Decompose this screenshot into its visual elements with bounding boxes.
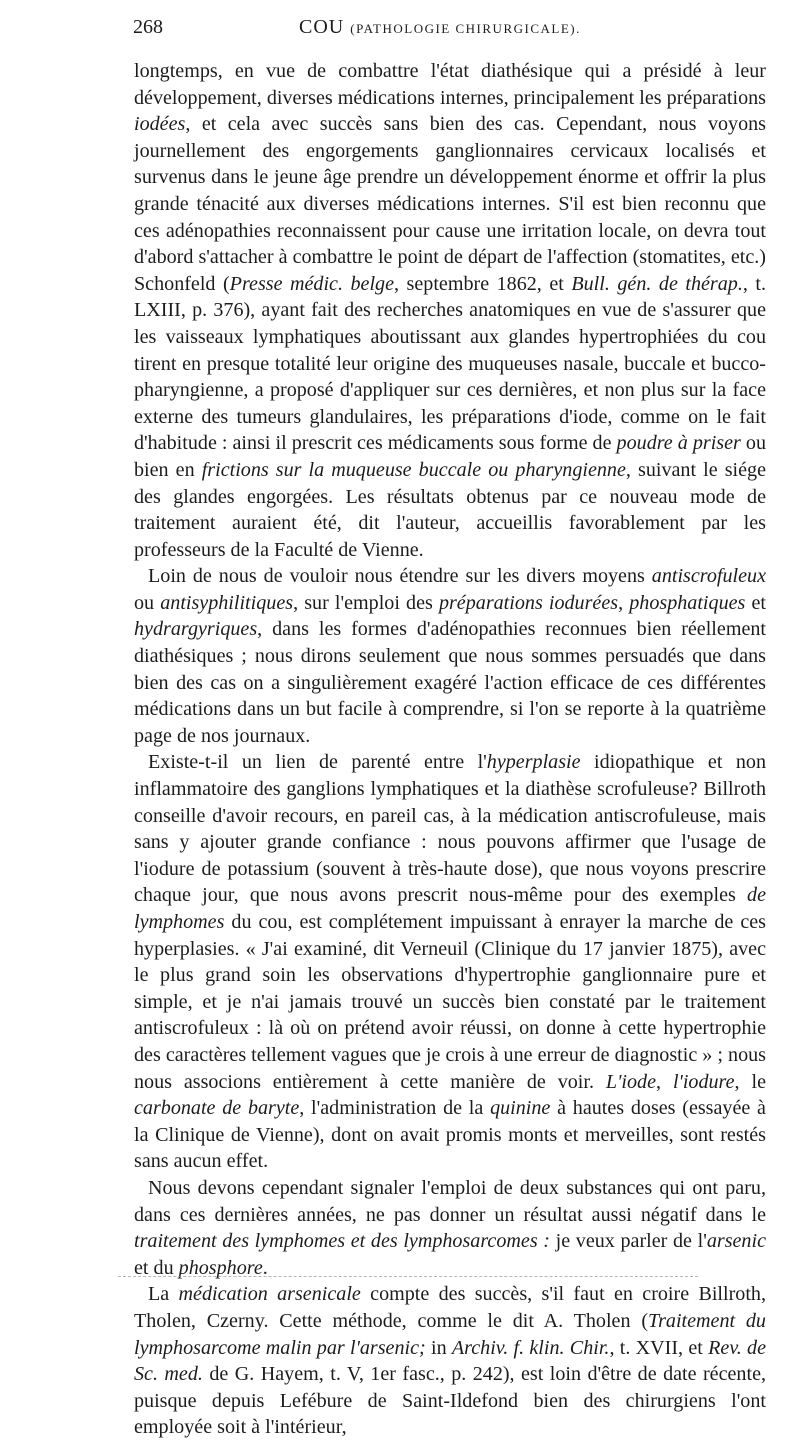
italic-text: Archiv. f. klin. Chir. — [451, 1336, 610, 1359]
text-run: , suivant le siége des glandes engorgées. Les résultats obtenus par ce nouveau mode de traitement auraient été, dit l'auteur, accueillis favorablement par les professeurs de la Faculté de Vienne. — [134, 458, 766, 561]
italic-text: L'iode — [605, 1070, 656, 1093]
running-title-sub: (PATHOLOGIE CHIRURGICALE). — [350, 21, 581, 36]
italic-text: Presse médic. belge — [229, 272, 395, 295]
running-title-main: COU — [299, 16, 345, 38]
italic-text: iodées — [134, 113, 186, 136]
italic-text: phosphatiques — [629, 591, 746, 614]
italic-text: frictions sur la muqueuse buccale ou pharyngienne — [201, 458, 626, 481]
italic-text: antisyphilitiques — [160, 591, 294, 614]
text-run: , septembre 1862, et — [394, 272, 572, 295]
text-run: Loin de nous de vouloir nous étendre sur les divers moyens — [148, 565, 652, 588]
text-run: , t. XVII, et — [609, 1336, 709, 1359]
text-run: , dans les formes d'adénopathies reconnues bien réellement diathésiques ; nous dirons seulement que nous sommes persuadés que dans bien des cas on a singulièrement exagéré l'action efficace de ces différentes médications dans un but facile à comprendre, si l'on se reporte à la quatrième page de nos journaux. — [134, 618, 766, 747]
page-header — [133, 16, 773, 50]
text-run: La — [148, 1283, 179, 1306]
italic-text: médication arsenicale — [178, 1283, 361, 1306]
article-text — [134, 58, 766, 1441]
text-run: , sur l'emploi des — [293, 591, 439, 614]
text-run: je veux parler de l' — [549, 1230, 707, 1253]
italic-text: arsenic — [706, 1230, 766, 1253]
text-run: , — [618, 591, 630, 614]
text-run: et du — [134, 1256, 179, 1279]
italic-text: l'iodure — [672, 1070, 735, 1093]
text-run: , et cela avec succès sans bien des cas. Cependant, nous voyons journellement des engorgements ganglionnaires cervicaux localisés et survenus dans le jeune âge prendre un développement énorme et offrir la plus grande ténacité aux diverses médications internes. S'il est bien reconnu que ces adénopathies reconnaissent pour cause une irritation locale, on devra tout d'abord s'attacher à combattre le point de départ de l'affection (stomatites, etc.) Schonfeld ( — [134, 113, 766, 295]
italic-text: antiscrofuleux — [651, 565, 766, 588]
paragraph-3 — [134, 749, 766, 1175]
paragraph-4 — [134, 1175, 766, 1281]
italic-text: hyperplasie — [486, 751, 581, 774]
text-run: et — [745, 591, 766, 614]
footer-rule — [118, 1276, 698, 1277]
text-run: , l'administration de la — [299, 1097, 491, 1120]
italic-text: Rev. de Sc. med. — [134, 1336, 767, 1386]
text-run: longtemps, en vue de combattre l'état diathésique qui a présidé à leur développement, diverses médications internes, principalement les préparations — [134, 60, 766, 109]
text-run: de G. Hayem, t. V, 1er fasc., p. 242), est loin d'être de date récente, puisque depuis Lefébure de Saint-Ildefond bien des chirurgiens l'ont employée soit à l'intérieur, — [134, 1363, 767, 1439]
running-title — [299, 16, 581, 39]
italic-text: carbonate de baryte — [134, 1097, 300, 1120]
italic-text: Traitement du lymphosarcome malin par l'arsenic; — [134, 1309, 766, 1359]
page-number: 268 — [133, 16, 163, 38]
text-run: ou bien en — [134, 432, 766, 481]
text-run: , le — [734, 1070, 766, 1093]
text-run: idiopathique et non inflammatoire des ganglions lymphatiques et la diathèse scrofuleuse? Billroth conseille d'avoir recours, en pareil cas, à la médication antiscrofuleuse, mais sans y ajouter grande confiance : nous pouvons affirmer que l'usage de l'iodure de potassium (souvent à très-haute dose), que nous voyons prescrire chaque jour, que nous avons prescrit nous-même pour des exemples — [134, 751, 766, 907]
text-run: du cou, est complétement impuissant à enrayer la marche de ces hyperplasies. « J'ai examiné, dit Verneuil (Clinique du 17 janvier 1875), avec le plus grand soin les observations d'hypertrophie ganglionnaire pure et simple, et je n'ai jamais trouvé un succès bien constaté par le traitement antiscrofuleux : là où on prétend avoir réussi, on donne à cette hypertrophie des caractères tellement vagues que je crois à une erreur de diagnostic » ; nous nous associons entièrement à cette manière de voir. — [134, 911, 766, 1093]
italic-text: préparations iodurées — [438, 591, 619, 614]
italic-text: traitement des lymphomes et des lymphosarcomes : — [134, 1230, 550, 1253]
italic-text: quinine — [490, 1097, 551, 1120]
italic-text: phosphore — [178, 1256, 263, 1279]
italic-text: de lymphomes — [134, 884, 766, 933]
text-run: compte des succès, s'il faut en croire Billroth, Tholen, Czerny. Cette méthode, comme le dit A. Tholen ( — [134, 1283, 766, 1332]
paragraph-5 — [134, 1281, 766, 1441]
italic-text: hydrargyriques — [134, 618, 258, 641]
text-run: . — [262, 1256, 268, 1279]
text-run: à hautes doses (essayée à la Clinique de Vienne), dont on avait promis monts et merveilles, sont restés sans aucun effet. — [134, 1097, 766, 1173]
paragraph-2 — [134, 563, 766, 749]
text-run: Nous devons cependant signaler l'emploi de deux substances qui ont paru, dans ces dernières années, ne pas donner un résultat aussi négatif dans le — [134, 1176, 766, 1226]
italic-text: Bull. gén. de thérap. — [571, 272, 743, 295]
text-run: , — [656, 1070, 673, 1093]
text-run: , t. LXIII, p. 376), ayant fait des recherches anatomiques en vue de s'assurer que les vaisseaux lymphatiques aboutissant aux glandes hypertrophiées du cou tirent en presque totalité leur origine des muqueuses nasale, buccale et bucco-pharyngienne, a proposé d'appliquer sur ces dernières, et non plus sur la face externe des tumeurs glandulaires, les préparations d'iode, comme on le fait d'habitude : ainsi il prescrit ces médicaments sous forme de — [134, 272, 766, 455]
paragraph-1 — [134, 58, 766, 563]
text-run: in — [425, 1336, 452, 1359]
text-run: Existe-t-il un lien de parenté entre l' — [148, 751, 487, 774]
text-run: ou — [134, 591, 161, 614]
italic-text: poudre à priser — [616, 432, 741, 455]
